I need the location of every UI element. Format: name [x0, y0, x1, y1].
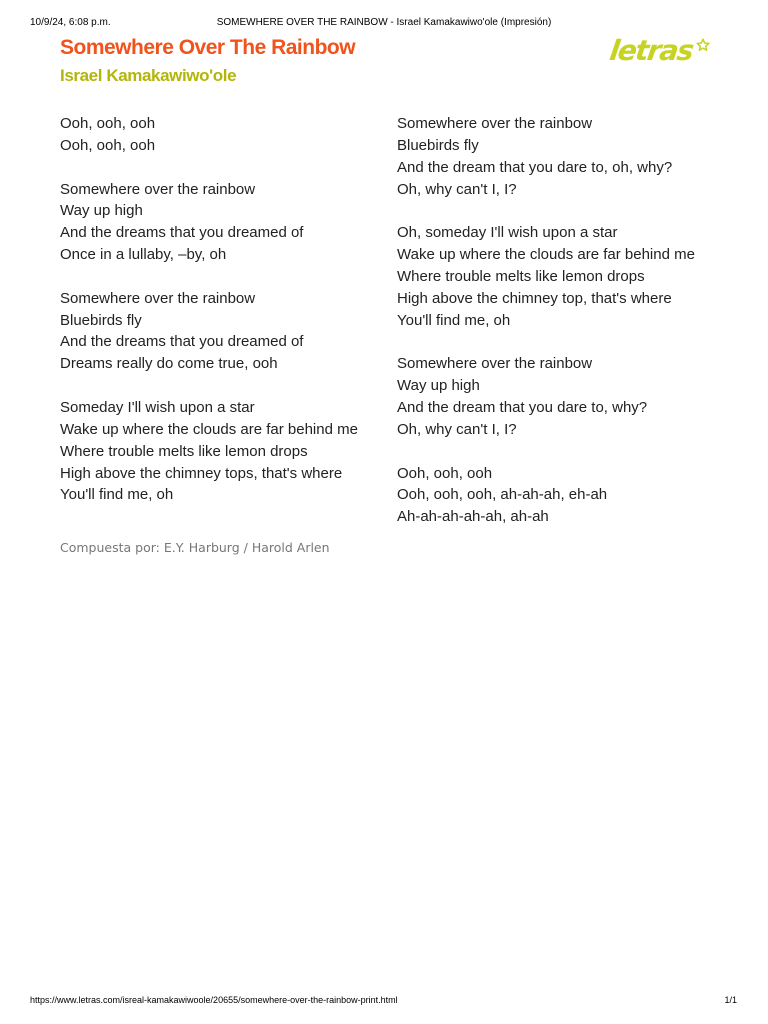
lyric-line: Ooh, ooh, ooh	[397, 464, 493, 482]
lyric-line: High above the chimney top, that's where	[397, 289, 672, 307]
lyrics-stanza	[60, 397, 380, 506]
lyrics-stanza	[397, 222, 737, 331]
lyric-line: Somewhere over the rainbow	[60, 289, 256, 307]
lyrics-column-right	[397, 113, 737, 550]
lyric-line: Bluebirds fly	[60, 311, 142, 329]
lyric-line: You'll find me, oh	[397, 311, 511, 329]
letras-logo[interactable]	[607, 34, 712, 72]
lyrics-stanza	[397, 113, 737, 200]
lyric-line: Once in a lullaby, –by, oh	[60, 246, 227, 264]
lyric-line: Where trouble melts like lemon drops	[397, 267, 645, 285]
logo-wordmark: letras	[607, 34, 695, 67]
song-title: Somewhere Over The Rainbow	[60, 36, 356, 59]
print-footer	[0, 995, 768, 1009]
lyric-line: Bluebirds fly	[397, 136, 479, 154]
lyric-line: Somewhere over the rainbow	[397, 115, 593, 132]
lyric-line: Wake up where the clouds are far behind me	[60, 420, 358, 438]
lyric-line: Way up high	[397, 377, 480, 395]
lyric-line: Ooh, ooh, ooh	[60, 115, 156, 132]
lyrics-column-left	[60, 113, 380, 528]
print-document-title: SOMEWHERE OVER THE RAINBOW - Israel Kamakawiwo'ole (Impresión)	[216, 17, 552, 28]
lyric-line: And the dreams that you dreamed of	[60, 333, 304, 351]
print-url: https://www.letras.com/isreal-kamakawiwoole/20655/somewhere-over-the-rainbow-print.html	[30, 995, 398, 1005]
lyric-line: Oh, why can't I, I?	[397, 180, 517, 198]
lyric-line: Ah-ah-ah-ah-ah, ah-ah	[397, 508, 549, 526]
lyric-line: Someday I'll wish upon a star	[60, 398, 255, 416]
lyrics-stanza	[397, 463, 737, 529]
lyrics-stanza	[397, 353, 737, 440]
lyric-line: Somewhere over the rainbow	[397, 355, 593, 373]
page-number: 1/1	[724, 995, 737, 1005]
print-header	[0, 17, 768, 31]
lyric-line: Ooh, ooh, ooh, ah-ah-ah, eh-ah	[397, 486, 608, 504]
lyric-line: And the dream that you dare to, why?	[397, 398, 648, 416]
lyric-line: You'll find me, oh	[60, 486, 174, 504]
lyric-line: And the dreams that you dreamed of	[60, 224, 304, 242]
print-date: 10/9/24, 6:08 p.m.	[30, 17, 111, 28]
lyric-line: High above the chimney tops, that's where	[60, 464, 343, 482]
lyric-line: Oh, why can't I, I?	[397, 420, 517, 438]
lyric-line: Dreams really do come true, ooh	[60, 355, 278, 373]
artist-name[interactable]: Israel Kamakawiwo'ole	[60, 66, 237, 85]
lyric-line: Way up high	[60, 202, 143, 220]
lyrics-stanza	[60, 113, 380, 157]
lyric-line: Somewhere over the rainbow	[60, 180, 256, 198]
lyric-line: Ooh, ooh, ooh	[60, 136, 156, 154]
lyric-line: Wake up where the clouds are far behind me	[397, 246, 695, 264]
lyrics-stanza	[60, 179, 380, 266]
lyric-line: And the dream that you dare to, oh, why?	[397, 158, 673, 176]
star-icon	[696, 38, 710, 52]
lyric-line: Where trouble melts like lemon drops	[60, 442, 308, 460]
composer-credits: Compuesta por: E.Y. Harburg / Harold Arlen	[60, 540, 330, 555]
lyrics-stanza	[60, 288, 380, 375]
lyric-line: Oh, someday I'll wish upon a star	[397, 224, 618, 242]
